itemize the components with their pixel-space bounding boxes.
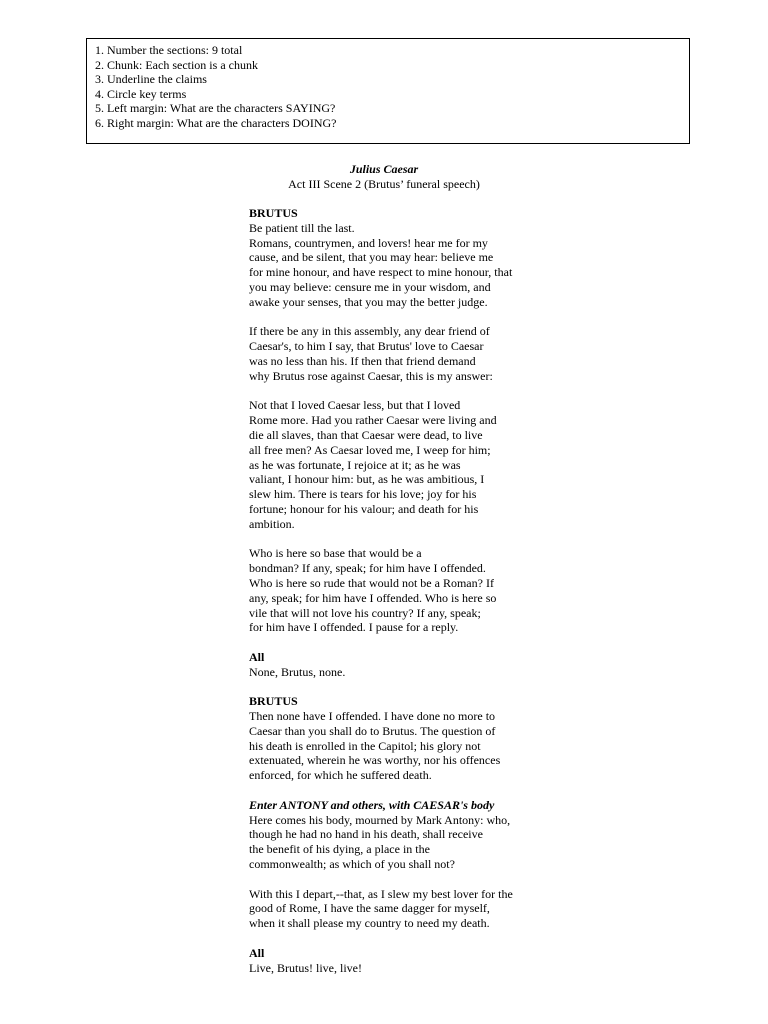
speech-block (249, 546, 549, 635)
speech-line: good of Rome, I have the same dagger for myself, (249, 901, 490, 916)
speech-block (249, 324, 549, 383)
instruction-item: 6. Right margin: What are the characters DOING? (95, 115, 337, 130)
speech-line: commonwealth; as which of you shall not? (249, 857, 455, 872)
speech-line: though he had no hand in his death, shall receive (249, 827, 483, 842)
speech-line: valiant, I honour him: but, as he was ambitious, I (249, 472, 485, 487)
document-title: Julius Caesar (349, 162, 419, 176)
speaker-name: All (249, 649, 265, 664)
speech-block (249, 798, 549, 872)
speech-line: Not that I loved Caesar less, but that I loved (249, 398, 461, 413)
speech-line: when it shall please my country to need my death. (249, 916, 490, 931)
speech-line: With this I depart,--that, as I slew my best lover for the (249, 886, 513, 901)
speech-line: vile that will not love his country? If any, speak; (249, 605, 481, 620)
speech-line: bondman? If any, speak; for him have I offended. (249, 561, 486, 576)
speech-line: fortune; honour for his valour; and death for his (249, 501, 479, 516)
speech-line: ambition. (249, 516, 295, 531)
speech-line: Then none have I offended. I have done no more to (249, 709, 496, 724)
speech-line: Be patient till the last. (249, 220, 355, 235)
speech-block (249, 206, 549, 310)
speech-line: why Brutus rose against Caesar, this is my answer: (249, 368, 493, 383)
speech-line: as he was fortunate, I rejoice at it; as he was (249, 457, 461, 472)
speech-line: Live, Brutus! live, live! (249, 960, 362, 975)
speech-block (249, 887, 549, 931)
speech-line: any, speak; for him have I offended. Who is here so (249, 590, 497, 605)
speech-text (249, 206, 549, 990)
speech-block (249, 650, 549, 680)
speech-line: enforced, for which he suffered death. (249, 768, 432, 783)
speech-block (249, 946, 549, 976)
speech-line: None, Brutus, none. (249, 664, 346, 679)
speech-line: his death is enrolled in the Capitol; his glory not (249, 738, 481, 753)
instructions-box (86, 38, 690, 144)
stage-direction: Enter ANTONY and others, with CAESAR's body (249, 797, 495, 812)
speaker-name: All (249, 945, 265, 960)
instruction-item: 3. Underline the claims (95, 72, 207, 87)
instruction-item: 2. Chunk: Each section is a chunk (95, 57, 258, 72)
instruction-item: 4. Circle key terms (95, 86, 187, 101)
speech-line: Here comes his body, mourned by Mark Antony: who, (249, 812, 511, 827)
speech-block (249, 694, 549, 783)
speech-line: you may believe: censure me in your wisdom, and (249, 279, 491, 294)
speech-line: for mine honour, and have respect to mine honour, that (249, 265, 513, 280)
speaker-name: BRUTUS (249, 694, 298, 709)
speech-line: Who is here so rude that would not be a Roman? If (249, 575, 494, 590)
speech-line: Who is here so base that would be a (249, 546, 422, 561)
speech-line: Romans, countrymen, and lovers! hear me for my (249, 235, 488, 250)
speech-line: was no less than his. If then that friend demand (249, 353, 476, 368)
speech-line: for him have I offended. I pause for a reply. (249, 620, 459, 635)
speech-line: all free men? As Caesar loved me, I weep for him; (249, 442, 491, 457)
speech-line: If there be any in this assembly, any dear friend of (249, 324, 490, 339)
speech-line: Caesar than you shall do to Brutus. The question of (249, 723, 496, 738)
speech-line: Caesar's, to him I say, that Brutus' love to Caesar (249, 339, 484, 354)
speech-line: awake your senses, that you may the better judge. (249, 294, 488, 309)
speech-line: Rome more. Had you rather Caesar were living and (249, 413, 497, 428)
speaker-name: BRUTUS (249, 206, 298, 220)
speech-block (249, 398, 549, 531)
speech-line: extenuated, wherein he was worthy, nor his offences (249, 753, 501, 768)
speech-line: die all slaves, than that Caesar were dead, to live (249, 427, 483, 442)
speech-line: cause, and be silent, that you may hear: believe me (249, 250, 494, 265)
speech-line: slew him. There is tears for his love; joy for his (249, 487, 477, 502)
instruction-item: 5. Left margin: What are the characters SAYING? (95, 101, 336, 116)
instruction-item: 1. Number the sections: 9 total (95, 43, 243, 57)
speech-line: the benefit of his dying, a place in the (249, 842, 430, 857)
document-subtitle: Act III Scene 2 (Brutus’ funeral speech) (288, 177, 480, 191)
